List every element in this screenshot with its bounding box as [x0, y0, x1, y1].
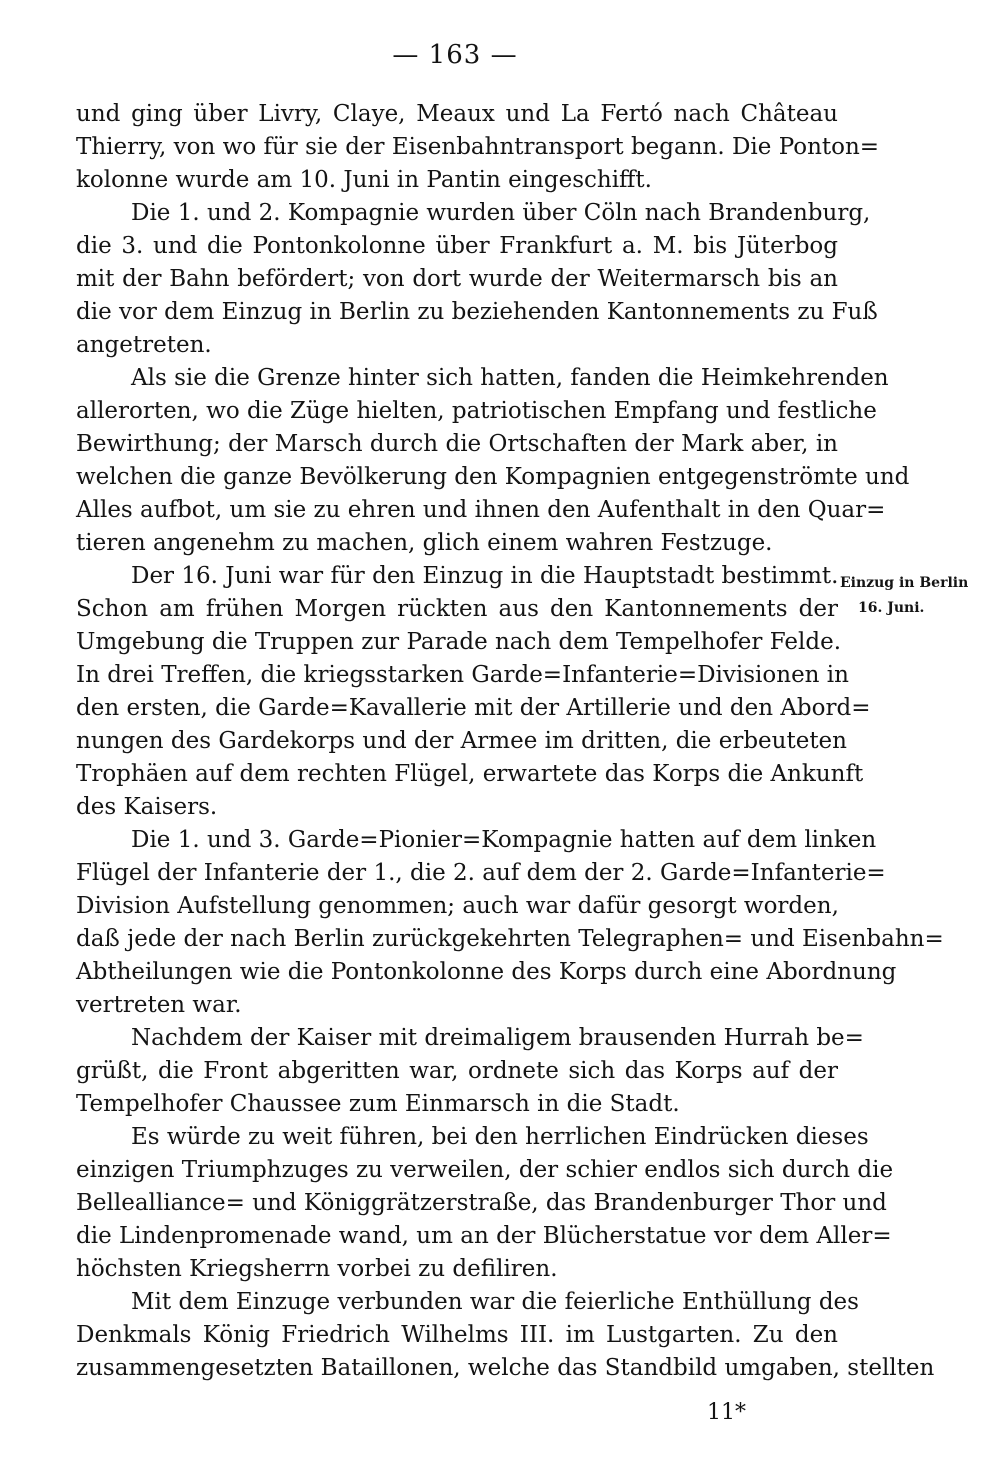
text-line: Schon am frühen Morgen rückten aus den Kantonnements der [76, 596, 838, 622]
text-line: Denkmals König Friedrich Wilhelms III. im Lustgarten. Zu den [76, 1322, 838, 1348]
text-line: Flügel der Infanterie der 1., die 2. auf dem der 2. Garde=Infanterie= [76, 860, 886, 886]
text-line: Umgebung die Truppen zur Parade nach dem Tempelhofer Felde. [76, 629, 842, 655]
text-line: Bellealliance= und Königgrätzerstraße, das Brandenburger Thor und [76, 1190, 887, 1216]
marginal-note-date: 16. Juni. [858, 600, 925, 616]
text-line: Nachdem der Kaiser mit dreimaligem brausenden Hurrah be= [131, 1025, 864, 1051]
text-line: Bewirthung; der Marsch durch die Ortschaften der Mark aber, in [76, 431, 838, 457]
text-line: Division Aufstellung genommen; auch war dafür gesorgt worden, [76, 893, 839, 919]
text-line: tieren angenehm zu machen, glich einem wahren Festzuge. [76, 530, 773, 556]
text-line: kolonne wurde am 10. Juni in Pantin eingeschifft. [76, 167, 652, 193]
text-line: vertreten war. [76, 992, 242, 1018]
text-line: Der 16. Juni war für den Einzug in die Hauptstadt bestimmt. [131, 563, 839, 589]
text-line: zusammengesetzten Bataillonen, welche das Standbild umgaben, stellten [76, 1355, 935, 1381]
text-line: grüßt, die Front abgeritten war, ordnete sich das Korps auf der [76, 1058, 838, 1084]
text-line: Mit dem Einzuge verbunden war die feierliche Enthüllung des [131, 1289, 859, 1315]
text-line: des Kaisers. [76, 794, 218, 820]
text-line: In drei Treffen, die kriegsstarken Garde=Infanterie=Divisionen in [76, 662, 849, 688]
text-line: Die 1. und 2. Kompagnie wurden über Cöln nach Brandenburg, [131, 200, 871, 226]
text-line: nungen des Gardekorps und der Armee im dritten, die erbeuteten [76, 728, 847, 754]
text-line: mit der Bahn befördert; von dort wurde der Weitermarsch bis an [76, 266, 838, 292]
text-line: die 3. und die Pontonkolonne über Frankfurt a. M. bis Jüterbog [76, 233, 838, 259]
text-line: welchen die ganze Bevölkerung den Kompagnien entgegenströmte und [76, 464, 910, 490]
text-line: Alles aufbot, um sie zu ehren und ihnen den Aufenthalt in den Quar= [76, 497, 886, 523]
signature-mark: 11* [707, 1400, 746, 1425]
page-number: — 163 — [392, 40, 518, 70]
text-line: Die 1. und 3. Garde=Pionier=Kompagnie hatten auf dem linken [131, 827, 877, 853]
text-line: höchsten Kriegsherrn vorbei zu defiliren. [76, 1256, 558, 1282]
text-line: den ersten, die Garde=Kavallerie mit der Artillerie und den Abord= [76, 695, 871, 721]
text-line: Abtheilungen wie die Pontonkolonne des Korps durch eine Abordnung [76, 959, 897, 985]
text-line: Trophäen auf dem rechten Flügel, erwartete das Korps die Ankunft [76, 761, 864, 787]
text-line: Tempelhofer Chaussee zum Einmarsch in die Stadt. [76, 1091, 680, 1117]
text-line: die Lindenpromenade wand, um an der Blücherstatue vor dem Aller= [76, 1223, 892, 1249]
body-text [76, 98, 944, 1385]
text-line: Als sie die Grenze hinter sich hatten, fanden die Heimkehrenden [131, 365, 889, 391]
text-line: angetreten. [76, 332, 212, 358]
marginal-note-einzug: Einzug in Berlin [840, 575, 969, 591]
text-line: Es würde zu weit führen, bei den herrlichen Eindrücken dieses [131, 1124, 869, 1150]
text-line: und ging über Livry, Claye, Meaux und La Fertó nach Château [76, 101, 838, 127]
text-line: daß jede der nach Berlin zurückgekehrten Telegraphen= und Eisenbahn= [76, 926, 944, 952]
text-line: allerorten, wo die Züge hielten, patriotischen Empfang und festliche [76, 398, 877, 424]
text-line: die vor dem Einzug in Berlin zu beziehenden Kantonnements zu Fuß [76, 299, 878, 325]
text-line: Thierry, von wo für sie der Eisenbahntransport begann. Die Ponton= [76, 134, 880, 160]
text-line: einzigen Triumphzuges zu verweilen, der schier endlos sich durch die [76, 1157, 894, 1183]
